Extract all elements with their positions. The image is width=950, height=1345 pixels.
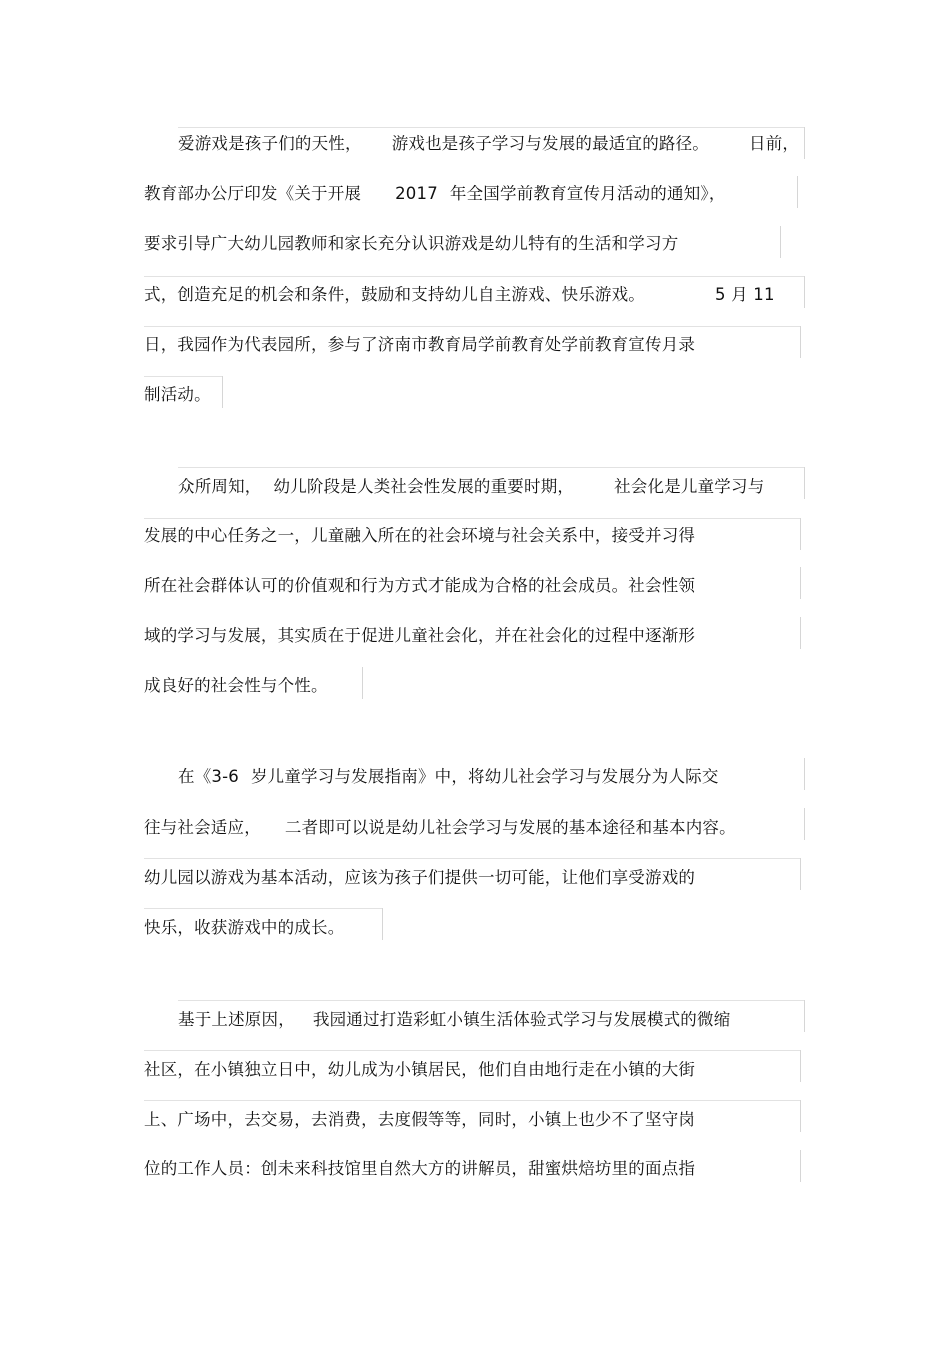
box-edge [144,1100,800,1101]
box-edge [780,226,781,258]
text-run: 众所周知， [178,477,262,496]
box-edge [222,376,223,408]
box-edge [144,518,800,519]
text-run: 教育部办公厅印发《关于开展 [144,184,362,203]
box-edge [144,858,800,859]
box-edge [804,758,805,790]
text-line [178,1010,730,1030]
text-line [144,818,736,838]
text-run: 基于上述原因， [178,1010,295,1029]
text-line [144,335,695,355]
box-edge [144,276,804,277]
text-line [144,918,344,938]
text-run: 要求引导广大幼儿园教师和家长充分认识游戏是幼儿特有的生活和学习方 [144,234,679,253]
text-run: 位的工作人员：创未来科技馆里自然大方的讲解员，甜蜜烘焙坊里的面点指 [144,1159,696,1178]
text-run: 日前， [749,134,800,153]
text-run: 爱游戏是孩子们的天性， [178,134,362,153]
text-line [144,526,695,546]
box-edge [800,567,801,599]
text-run: 幼儿园以游戏为基本活动，应该为孩子们提供一切可能，让他们享受游戏的 [144,868,696,887]
text-run: 幼儿阶段是人类社会性发展的重要时期， [273,477,575,496]
box-edge [800,1100,801,1132]
box-edge [800,858,801,890]
text-run: 二者即可以说是幼儿社会学习与发展的基本途径和基本内容。 [284,818,736,837]
text-run: 社会化是儿童学习与 [614,477,765,496]
text-line [144,868,695,888]
box-edge [797,176,798,208]
box-edge [800,326,801,358]
box-edge [178,467,805,468]
text-line [144,285,775,305]
box-edge [800,1150,801,1182]
text-run: 岁儿童学习与发展指南》中，将幼儿社会学习与发展分为人际交 [250,767,719,786]
text-run: 往与社会适应， [144,818,261,837]
text-line [144,234,678,254]
box-edge [804,467,805,499]
text-run: 游戏也是孩子学习与发展的最适宜的路径。 [391,134,710,153]
box-edge [362,667,363,699]
text-line [144,626,695,646]
box-edge [800,518,801,550]
box-edge [800,617,801,649]
text-line [178,477,764,497]
box-edge [800,1050,801,1082]
box-edge [144,326,800,327]
text-line [144,1110,695,1130]
text-run: 制活动。 [144,385,211,404]
text-run: 我园通过打造彩虹小镇生活体验式学习与发展模式的微缩 [312,1010,731,1029]
text-run: 上、广场中，去交易，去消费，去度假等等，同时，小镇上也少不了坚守岗 [144,1110,696,1129]
text-run: 在《3-6 [178,767,239,786]
text-run: 日，我园作为代表园所，参与了济南市教育局学前教育处学前教育宣传月录 [144,335,696,354]
box-edge [382,908,383,940]
text-line [178,134,799,154]
box-edge [804,276,805,308]
text-line [144,1060,695,1080]
text-run: 所在社会群体认可的价值观和行为方式才能成为合格的社会成员。社会性领 [144,576,696,595]
box-edge [804,127,805,159]
text-run: 5 月 11 [715,285,775,304]
text-run: 域的学习与发展，其实质在于促进儿童社会化，并在社会化的过程中逐渐形 [144,626,696,645]
box-edge [144,376,223,377]
box-edge [804,1000,805,1032]
box-edge [178,127,805,128]
text-line [144,576,695,596]
text-run: 2017 [395,184,438,203]
text-line [178,767,719,787]
text-run: 年全国学前教育宣传月活动的通知》， [449,184,726,203]
text-run: 发展的中心任务之一，儿童融入所在的社会环境与社会关系中，接受并习得 [144,526,696,545]
text-line [144,184,726,204]
text-line [144,1159,695,1179]
text-run: 快乐，收获游戏中的成长。 [144,918,345,937]
text-run: 式，创造充足的机会和条件，鼓励和支持幼儿自主游戏、快乐游戏。 [144,285,645,304]
text-run: 成良好的社会性与个性。 [144,676,328,695]
box-edge [804,808,805,840]
box-edge [144,1050,800,1051]
text-run: 社区，在小镇独立日中，幼儿成为小镇居民，他们自由地行走在小镇的大街 [144,1060,696,1079]
box-edge [144,908,382,909]
text-line [144,385,211,405]
text-line [144,676,328,696]
box-edge [178,1000,805,1001]
